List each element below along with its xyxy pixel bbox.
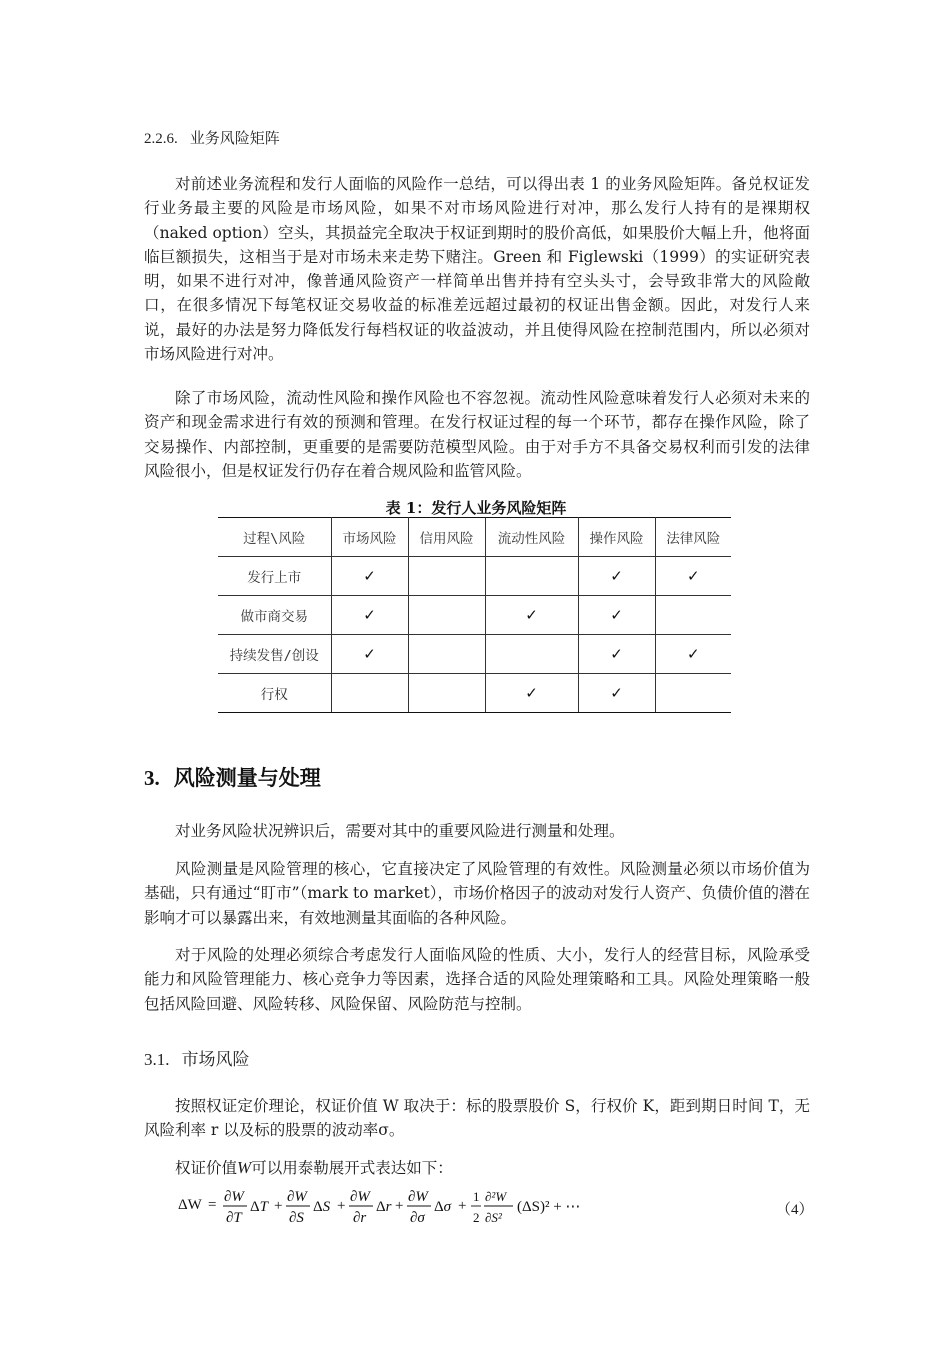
table-cell: [485, 635, 578, 674]
check-icon: ✓: [686, 567, 700, 585]
check-icon: ✓: [610, 606, 623, 624]
table-header-cell: 过程\风险: [218, 518, 331, 557]
plus-3: +: [395, 1198, 404, 1214]
table-cell: [655, 557, 731, 596]
table-cell: [331, 635, 408, 674]
paragraph-risk-handling: 对于风险的处理必须综合考虑发行人面临风险的性质、大小，发行人的经营目标，风险承受能力和风险管理能力、核心竞争力等因素，选择合适的风险处理策略和工具。风险处理策略一般包括风险回避、风险转移、风险保留、风险防范与控制。: [144, 946, 810, 1013]
paragraph-risk-summary: 对前述业务流程和发行人面临的风险作一总结，可以得出表 1 的业务风险矩阵。备兑权证发行业务最主要的风险是市场风险，如果不对市场风险进行对冲，那么发行人持有的是裸期权（naked option）空头，其损益完全取决于权证到期时的股价高低，如果股价大幅上升，他将面临巨额损失，这相当于是对市场未来走势下赌注。Green 和 Figlewski（1999）的实证研究表明，如果不进行对冲，像普通风险资产一样简单出售并持有空头头寸，会导致非常大的风险敞口，在很多情况下每笔权证交易收益的标准差远超过最初的权证出售金额。因此，对发行人来说，最好的办法是努力降低发行每档权证的收益波动，并且使得风险在控制范围内，所以必须对市场风险进行对冲。: [144, 175, 810, 364]
paragraph-pricing-factors: 按照权证定价理论，权证价值 W 取决于：标的股票股价 S，行权价 K，距到期日时间 T，无风险利率 r 以及标的股票的波动率σ。: [144, 1097, 810, 1140]
formula-tail: (ΔS)² + ⋯: [517, 1199, 581, 1215]
frac1-num: ∂W: [224, 1189, 244, 1205]
section-number: 2.2.6.: [144, 131, 178, 147]
table-row: [218, 635, 731, 674]
table-cell: [331, 674, 408, 713]
taylor-expansion-formula: [174, 1186, 814, 1236]
table-cell: [408, 596, 485, 635]
text-prefix: 权证价值: [175, 1159, 238, 1177]
check-icon: ✓: [363, 567, 376, 585]
frac1-den: ∂T: [226, 1210, 242, 1226]
table-caption: 表 1：发行人业务风险矩阵: [385, 499, 567, 517]
check-icon: ✓: [363, 606, 376, 624]
table-header-cell: 操作风险: [578, 518, 655, 557]
frac4-num: ∂W: [408, 1189, 428, 1205]
paragraph-intro-measurement: 对业务风险状况辨识后，需要对其中的重要风险进行测量和处理。: [175, 822, 625, 840]
table-cell: [408, 557, 485, 596]
term4-delta: Δσ: [434, 1199, 452, 1215]
table-cell: [578, 557, 655, 596]
table-header-cell: 市场风险: [331, 518, 408, 557]
term2-delta: ΔS: [313, 1199, 331, 1215]
table-cell: [655, 635, 731, 674]
table-row: [218, 596, 731, 635]
frac3-den: ∂r: [353, 1210, 367, 1226]
frac5-den: ∂S²: [485, 1210, 502, 1225]
table-cell: [408, 674, 485, 713]
section-number: 3.: [144, 766, 160, 790]
section-title: 市场风险: [181, 1050, 250, 1070]
table-cell: [655, 596, 731, 635]
plus-4: +: [458, 1198, 467, 1214]
table-cell: [408, 635, 485, 674]
table-cell: [485, 674, 578, 713]
table-cell: [331, 557, 408, 596]
section-heading-3: [144, 762, 321, 792]
risk-matrix-table: [218, 517, 731, 713]
text-suffix: 可以用泰勒展开式表达如下：: [251, 1159, 453, 1177]
row-label: 发行上市: [218, 557, 331, 596]
term3-delta: Δr: [376, 1199, 392, 1215]
formula-lhs: ΔW: [178, 1197, 202, 1213]
paragraph-measurement-core: 风险测量是风险管理的核心，它直接决定了风险管理的有效性。风险测量必须以市场价值为基础，只有通过“盯市”（mark to market），市场价格因子的波动对发行人资产、负债价值的潜在影响才可以暴露出来，有效地测量其面临的各种风险。: [144, 860, 810, 927]
table-cell: [578, 674, 655, 713]
table-cell: [485, 557, 578, 596]
frac5-num: ∂²W: [485, 1189, 507, 1204]
section-heading-3-1: [144, 1045, 250, 1070]
check-icon: ✓: [525, 684, 538, 702]
frac3-num: ∂W: [350, 1189, 370, 1205]
table-cell: [655, 674, 731, 713]
paragraph-taylor-intro: [144, 1156, 810, 1180]
half-den: 2: [473, 1210, 480, 1225]
section-heading-2-2-6: [144, 127, 280, 148]
frac2-num: ∂W: [287, 1189, 307, 1205]
check-icon: ✓: [363, 645, 376, 663]
row-label: 行权: [218, 674, 331, 713]
section-title: 业务风险矩阵: [189, 129, 280, 147]
table-row: [218, 674, 731, 713]
table-cell: [485, 596, 578, 635]
table-cell: [578, 635, 655, 674]
plus-2: +: [337, 1198, 346, 1214]
check-icon: ✓: [610, 567, 623, 585]
paragraph-other-risks: 除了市场风险，流动性风险和操作风险也不容忽视。流动性风险意味着发行人必须对未来的资产和现金需求进行有效的预测和管理。在发行权证过程的每一个环节，都存在操作风险，除了交易操作、内部控制，更重要的是需要防范模型风险。由于对手方不具备交易权利而引发的法律风险很小，但是权证发行仍存在着合规风险和监管风险。: [144, 389, 810, 480]
frac2-den: ∂S: [289, 1210, 304, 1226]
table-header-row: [218, 518, 731, 557]
check-icon: ✓: [610, 684, 623, 702]
section-number: 3.1.: [144, 1050, 170, 1069]
table-row: [218, 557, 731, 596]
check-icon: ✓: [525, 606, 538, 624]
check-icon: ✓: [610, 645, 623, 663]
check-icon: ✓: [686, 645, 700, 663]
table-cell: [578, 596, 655, 635]
equation-number: （4）: [776, 1202, 814, 1218]
row-label: 做市商交易: [218, 596, 331, 635]
half-num: 1: [473, 1189, 480, 1204]
variable-w: W: [237, 1158, 252, 1177]
formula-equals: =: [208, 1197, 217, 1213]
plus-1: +: [274, 1198, 283, 1214]
frac4-den: ∂σ: [410, 1210, 425, 1226]
table-header-cell: 流动性风险: [485, 518, 578, 557]
term1-delta: ΔT: [250, 1199, 268, 1215]
table-header-cell: 法律风险: [655, 518, 731, 557]
row-label: 持续发售/创设: [218, 635, 331, 674]
table-cell: [331, 596, 408, 635]
table-header-cell: 信用风险: [408, 518, 485, 557]
section-title: 风险测量与处理: [173, 765, 321, 790]
